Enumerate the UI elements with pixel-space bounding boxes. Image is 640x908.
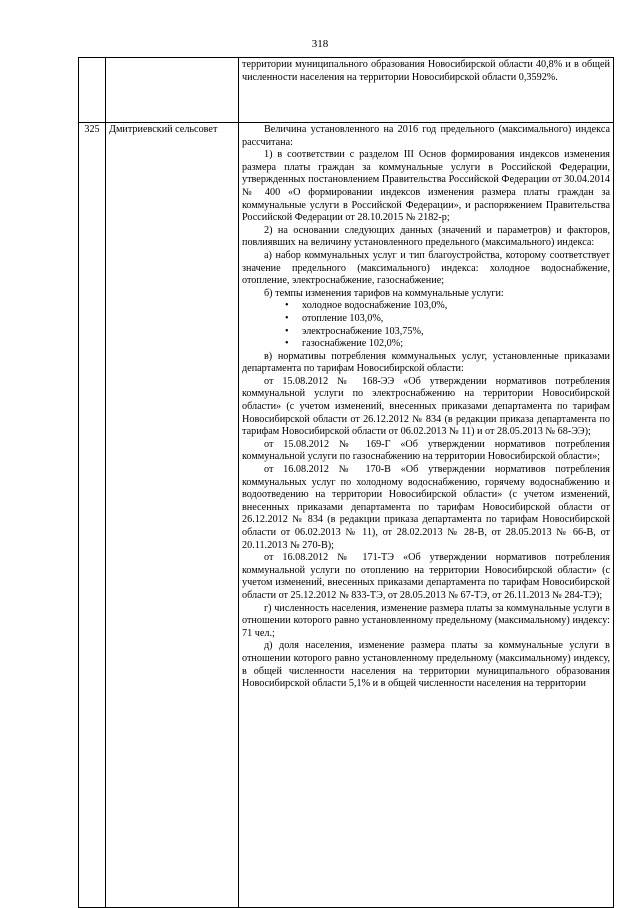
description-paragraph: а) набор коммунальных услуг и тип благоустройства, которому соответствует значение предельного (максимального) индекса: холодное водоснабжение, отопление, электроснабжение, газоснабжение; (242, 249, 610, 287)
description-paragraph: 1) в соответствии с разделом III Основ формирования индексов изменения размера платы граждан за коммунальные услуги в Российской Федерации, утвержденных постановлением Правительства Российской Федерации от 30.04.2014 № 400 «О формировании индексов изменения размера платы граждан за коммунальные услуги в Российской Федерации», и распоряжением Правительства Российской Федерации от 28.10.2015 № 2182-р; (242, 149, 610, 224)
index-table (78, 57, 614, 908)
description-cell (239, 123, 614, 908)
municipality-name-cell (106, 58, 239, 123)
page-number: 318 (311, 38, 329, 50)
description-cell (239, 58, 614, 123)
description-paragraph: б) темпы изменения тарифов на коммунальные услуги: (264, 287, 504, 299)
description-paragraph: от 16.08.2012 № 170-В «Об утверждении нормативов потребления коммунальных услуг по холодному водоснабжению, горячему водоснабжению и водоотведению на территории Новосибирской области» (с учетом изменений, внесенных приказами департамента по тарифам Новосибирской области от 26.12.2012 № 834 (в редакции приказа департамента по тарифам Новосибирской области от 06.02.2013 № 11), от 28.02.2013 № 28-В, от 28.05.2013 № 66-В, от 20.11.2013 № 270-В); (242, 464, 610, 551)
list-item: • холодное водоснабжение 103,0%, (302, 300, 610, 313)
list-item: • отопление 103,0%, (302, 313, 610, 326)
list-item: • газоснабжение 102,0%; (302, 338, 610, 351)
description-paragraph: д) доля населения, изменение размера платы за коммунальные услуги в отношении которого равно установленному предельному (максимальному) индексу, в общей численности населения на территории муниципального образования Новосибирской области 5,1% и в общей численности населения на территории (242, 640, 610, 690)
description-paragraph: в) нормативы потребления коммунальных услуг, установленные приказами департамента по тарифам Новосибирской области: (242, 350, 610, 375)
row-number-cell: 325 (79, 123, 106, 908)
row-number-cell (79, 58, 106, 123)
table-row (79, 58, 614, 123)
description-paragraph: территории муниципального образования Новосибирской области 40,8% и в общей численности населения на территории Новосибирской области 0,3592%. (242, 59, 610, 83)
description-paragraph: от 15.08.2012 № 168-ЭЭ «Об утверждении нормативов потребления коммунальной услуги по электроснабжению на территории Новосибирской области» (с учетом изменений, внесенных приказами департамента по тарифам Новосибирской области от 26.12.2012 № 834 (в редакции приказа департамента по тарифам Новосибирской области от 06.02.2013 № 11) и от 28.05.2013 № 68-ЭЭ); (242, 375, 610, 438)
municipality-name-cell: Дмитриевский сельсовет (106, 123, 239, 908)
tariff-list (242, 300, 610, 350)
description-paragraph: г) численность населения, изменение размера платы за коммунальные услуги в отношении которого равно установленному предельному (максимальному) индексу: 71 чел.; (242, 602, 610, 639)
list-item: • электроснабжение 103,75%, (302, 326, 610, 339)
description-paragraph: Величина установленного на 2016 год предельного (максимального) индекса рассчитана: (242, 124, 610, 148)
description-paragraph: от 15.08.2012 № 169-Г «Об утверждении нормативов потребления коммунальной услуги по газоснабжению на территории Новосибирской области»; (242, 438, 610, 463)
description-paragraph: 2) на основании следующих данных (значений и параметров) и факторов, повлиявших на величину установленного предельного (максимального) индекса: (242, 224, 610, 249)
table-row (79, 123, 614, 908)
description-paragraph: от 16.08.2012 № 171-ТЭ «Об утверждении нормативов потребления коммунальной услуги по отоплению на территории Новосибирской области» (с учетом изменений, внесенных приказами департамента по тарифам Новосибирской области от 25.12.2012 № 833-ТЭ, от 28.05.2013 № 67-ТЭ, от 26.11.2013 № 284-ТЭ); (242, 552, 610, 601)
